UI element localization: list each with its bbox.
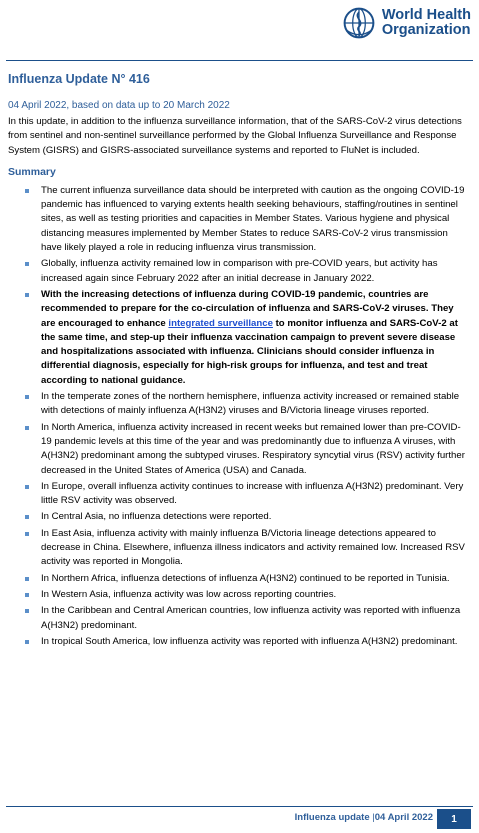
footer-caption — [295, 812, 433, 823]
list-item-text: Globally, influenza activity remained low in comparison with pre-COVID years, but activity has increased again since February 2022 after an initial decrease in January 2022. — [41, 258, 438, 284]
list-item-text: In Northern Africa, influenza detections of influenza A(H3N2) continued to be reported in Tunisia. — [41, 572, 450, 584]
list-item-text: In the temperate zones of the northern hemisphere, influenza activity increased or remained stable with detections of mainly influenza A(H3N2) viruses and B/Victoria lineage viruses reported. — [41, 391, 460, 417]
who-emblem-icon — [341, 5, 377, 41]
list-item-text: In tropical South America, low influenza activity was reported with influenza A(H3N2) predominant. — [41, 635, 458, 647]
square-bullet-icon — [25, 593, 29, 597]
footer-divider — [6, 806, 473, 807]
page-title: Influenza Update N° 416 — [8, 72, 150, 86]
who-logo — [341, 5, 471, 41]
square-bullet-icon — [25, 262, 29, 266]
list-item — [8, 527, 470, 570]
list-item — [8, 572, 470, 586]
list-item — [8, 184, 470, 255]
list-item — [8, 604, 470, 633]
recommendation-text-part1: With the increasing detections of influenza during COVID-19 pandemic, countries are recommended to prepare for the co-circulation of influenza and SARS-CoV-2 viruses. They are encouraged to enhance — [41, 288, 454, 329]
square-bullet-icon — [25, 515, 29, 519]
list-item — [8, 510, 470, 524]
square-bullet-icon — [25, 485, 29, 489]
page-header — [0, 0, 479, 62]
list-item-text: In North America, influenza activity increased in recent weeks but remained lower than pre-COVID-19 pandemic levels at this time of the year and was predominantly due to influenza A viruses, with A(H3N2) predominant among the subtyped viruses. Respiratory syncytial virus (RSV) activity further decreased in the United States of America (USA) and Canada. — [41, 421, 465, 476]
recommendation-text-part2: to monitor influenza and SARS-CoV-2 at the same time, and step-up their influenza vaccination campaign to prevent severe disease and hospitalizations associated with influenza. Clinicians should consider influenza in differential diagnosis, especially for high-risk groups for influenza, and test and treat according to national guidance. — [41, 317, 458, 386]
org-name-line1: World Health — [381, 7, 471, 23]
report-date: 04 April 2022, based on data up to 20 March 2022 — [8, 100, 230, 111]
square-bullet-icon — [25, 426, 29, 430]
document-body — [8, 64, 470, 651]
list-item — [8, 635, 470, 649]
list-item — [8, 480, 470, 509]
intro-paragraph: In this update, in addition to the influenza surveillance information, that of the SARS-CoV-2 virus detections from sentinel and non-sentinel surveillance performed by the Global Influenza Surveillance and Response System (GISRS) and GISRS-associated surveillance systems and reported to FluNet is included. — [8, 116, 462, 156]
org-name — [382, 8, 471, 38]
square-bullet-icon — [25, 577, 29, 581]
list-item-text: In Central Asia, no influenza detections were reported. — [41, 511, 272, 523]
square-bullet-icon — [25, 532, 29, 536]
square-bullet-icon — [25, 293, 29, 297]
summary-heading: Summary — [8, 165, 56, 178]
summary-list — [8, 184, 470, 649]
footer-label: Influenza update — [294, 812, 370, 823]
square-bullet-icon — [25, 189, 29, 193]
list-item — [8, 257, 470, 286]
list-item-text: The current influenza surveillance data should be interpreted with caution as the ongoing COVID-19 pandemic has influenced to varying extents health seeking behaviours, staffing/routines in sentinel sites, as well as testing priorities and capacities in Member States. Various hygiene and physical distancing measures implemented by Member States to reduce SARS-CoV-2 virus transmission have likely played a role in reducing influenza virus transmission. — [41, 184, 465, 254]
list-item — [8, 390, 470, 419]
footer-separator: | — [372, 812, 375, 823]
list-item-text: In Western Asia, influenza activity was low across reporting countries. — [41, 588, 337, 600]
square-bullet-icon — [25, 640, 29, 644]
list-item — [8, 588, 470, 602]
square-bullet-icon — [25, 609, 29, 613]
integrated-surveillance-link[interactable]: integrated surveillance — [168, 317, 273, 329]
list-item-text: In East Asia, influenza activity with mainly influenza B/Victoria lineage detections appeared to decrease in China. Elsewhere, influenza illness indicators and activity remained low. Increased RSV activity was reported in Mongolia. — [41, 527, 465, 568]
org-name-line2: Organization — [381, 22, 471, 38]
page-number: 1 — [437, 809, 471, 829]
list-item-text: In Europe, overall influenza activity continues to increase with influenza A(H3N2) predominant. Very little RSV activity was observed. — [41, 480, 464, 507]
list-item-text: In the Caribbean and Central American countries, low influenza activity was reported with influenza A(H3N2) predominant. — [41, 605, 461, 631]
list-item-recommendation — [8, 288, 470, 388]
square-bullet-icon — [25, 395, 29, 399]
list-item — [8, 421, 470, 478]
header-divider — [6, 60, 473, 61]
footer-date: 04 April 2022 — [374, 812, 433, 823]
